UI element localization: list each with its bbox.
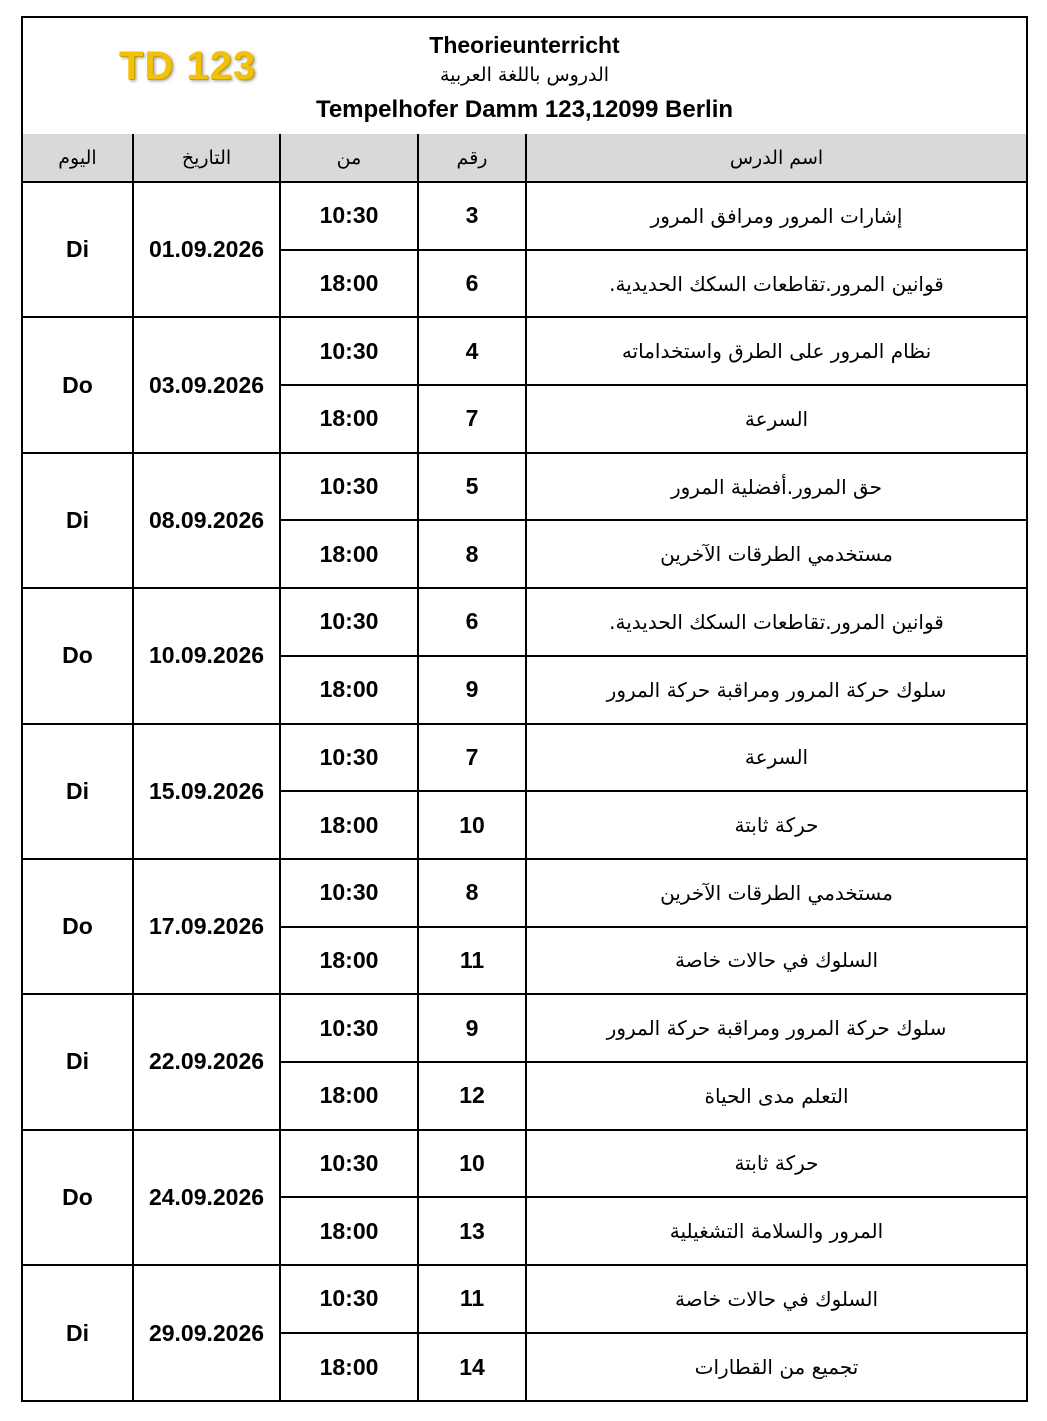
- table-header-row: [23, 134, 1026, 182]
- lesson-name-cell: السرعة: [526, 385, 1026, 453]
- lesson-number-cell: 8: [418, 859, 526, 927]
- lesson-name-cell: حركة ثابتة: [526, 791, 1026, 859]
- document-subtitle: الدروس باللغة العربية: [439, 64, 610, 86]
- time-cell: 10:30: [280, 317, 418, 385]
- schedule-body: [23, 182, 1026, 1400]
- day-cell: Di: [23, 182, 133, 317]
- table-row: [23, 1265, 1026, 1333]
- day-cell: Do: [23, 317, 133, 452]
- lesson-name-cell: السلوك في حالات خاصة: [526, 1265, 1026, 1333]
- lesson-number-cell: 9: [418, 656, 526, 724]
- table-row: [23, 317, 1026, 385]
- lesson-number-cell: 14: [418, 1333, 526, 1401]
- lesson-name-cell: تجميع من القطارات: [526, 1333, 1026, 1401]
- time-cell: 18:00: [280, 656, 418, 724]
- document-title: Theorieunterricht: [429, 32, 620, 58]
- lesson-number-cell: 10: [418, 1130, 526, 1198]
- lesson-number-cell: 7: [418, 385, 526, 453]
- time-cell: 18:00: [280, 1197, 418, 1265]
- table-row: [23, 588, 1026, 656]
- lesson-name-cell: سلوك حركة المرور ومراقبة حركة المرور: [526, 656, 1026, 724]
- date-cell: 22.09.2026: [133, 994, 280, 1129]
- lesson-name-cell: السلوك في حالات خاصة: [526, 927, 1026, 995]
- lesson-number-cell: 5: [418, 453, 526, 521]
- lesson-schedule-table: [23, 134, 1026, 1400]
- lesson-name-cell: سلوك حركة المرور ومراقبة حركة المرور: [526, 994, 1026, 1062]
- time-cell: 10:30: [280, 1130, 418, 1198]
- lesson-number-cell: 3: [418, 182, 526, 250]
- time-cell: 18:00: [280, 927, 418, 995]
- time-cell: 18:00: [280, 1333, 418, 1401]
- date-cell: 08.09.2026: [133, 453, 280, 588]
- day-cell: Di: [23, 453, 133, 588]
- lesson-number-cell: 12: [418, 1062, 526, 1130]
- lesson-number-cell: 11: [418, 1265, 526, 1333]
- lesson-name-cell: نظام المرور على الطرق واستخداماته: [526, 317, 1026, 385]
- day-cell: Do: [23, 859, 133, 994]
- date-cell: 10.09.2026: [133, 588, 280, 723]
- lesson-name-cell: مستخدمي الطرقات الآخرين: [526, 859, 1026, 927]
- lesson-number-cell: 13: [418, 1197, 526, 1265]
- time-cell: 10:30: [280, 724, 418, 792]
- lesson-name-cell: حق المرور.أفضلية المرور: [526, 453, 1026, 521]
- lesson-name-cell: المرور والسلامة التشغيلية: [526, 1197, 1026, 1265]
- time-cell: 10:30: [280, 859, 418, 927]
- lesson-number-cell: 6: [418, 250, 526, 318]
- lesson-name-cell: التعلم مدى الحياة: [526, 1062, 1026, 1130]
- column-header-day: اليوم: [23, 134, 133, 182]
- day-cell: Do: [23, 1130, 133, 1265]
- lesson-number-cell: 8: [418, 520, 526, 588]
- lesson-name-cell: إشارات المرور ومرافق المرور: [526, 182, 1026, 250]
- time-cell: 10:30: [280, 588, 418, 656]
- column-header-lesson: اسم الدرس: [526, 134, 1026, 182]
- lesson-name-cell: قوانين المرور.تقاطعات السكك الحديدية.: [526, 250, 1026, 318]
- day-cell: Di: [23, 994, 133, 1129]
- table-row: [23, 453, 1026, 521]
- table-row: [23, 994, 1026, 1062]
- day-cell: Di: [23, 724, 133, 859]
- schedule-sheet: [21, 16, 1028, 1402]
- lesson-number-cell: 6: [418, 588, 526, 656]
- time-cell: 18:00: [280, 520, 418, 588]
- school-address: Tempelhofer Damm 123,12099 Berlin: [315, 96, 734, 123]
- time-cell: 10:30: [280, 1265, 418, 1333]
- date-cell: 15.09.2026: [133, 724, 280, 859]
- time-cell: 10:30: [280, 182, 418, 250]
- date-cell: 17.09.2026: [133, 859, 280, 994]
- time-cell: 10:30: [280, 453, 418, 521]
- table-row: [23, 859, 1026, 927]
- lesson-name-cell: قوانين المرور.تقاطعات السكك الحديدية.: [526, 588, 1026, 656]
- time-cell: 18:00: [280, 385, 418, 453]
- lesson-number-cell: 11: [418, 927, 526, 995]
- lesson-name-cell: مستخدمي الطرقات الآخرين: [526, 520, 1026, 588]
- lesson-number-cell: 4: [418, 317, 526, 385]
- column-header-time: من: [280, 134, 418, 182]
- document-header: [23, 18, 1026, 136]
- column-header-date: التاريخ: [133, 134, 280, 182]
- date-cell: 01.09.2026: [133, 182, 280, 317]
- date-cell: 29.09.2026: [133, 1265, 280, 1400]
- lesson-number-cell: 10: [418, 791, 526, 859]
- column-header-number: رقم: [418, 134, 526, 182]
- lesson-name-cell: السرعة: [526, 724, 1026, 792]
- time-cell: 18:00: [280, 791, 418, 859]
- day-cell: Do: [23, 588, 133, 723]
- time-cell: 18:00: [280, 250, 418, 318]
- table-row: [23, 724, 1026, 792]
- date-cell: 03.09.2026: [133, 317, 280, 452]
- table-row: [23, 1130, 1026, 1198]
- lesson-number-cell: 9: [418, 994, 526, 1062]
- school-logo: TD 123: [119, 44, 257, 88]
- day-cell: Di: [23, 1265, 133, 1400]
- time-cell: 18:00: [280, 1062, 418, 1130]
- table-row: [23, 182, 1026, 250]
- time-cell: 10:30: [280, 994, 418, 1062]
- lesson-name-cell: حركة ثابتة: [526, 1130, 1026, 1198]
- date-cell: 24.09.2026: [133, 1130, 280, 1265]
- lesson-number-cell: 7: [418, 724, 526, 792]
